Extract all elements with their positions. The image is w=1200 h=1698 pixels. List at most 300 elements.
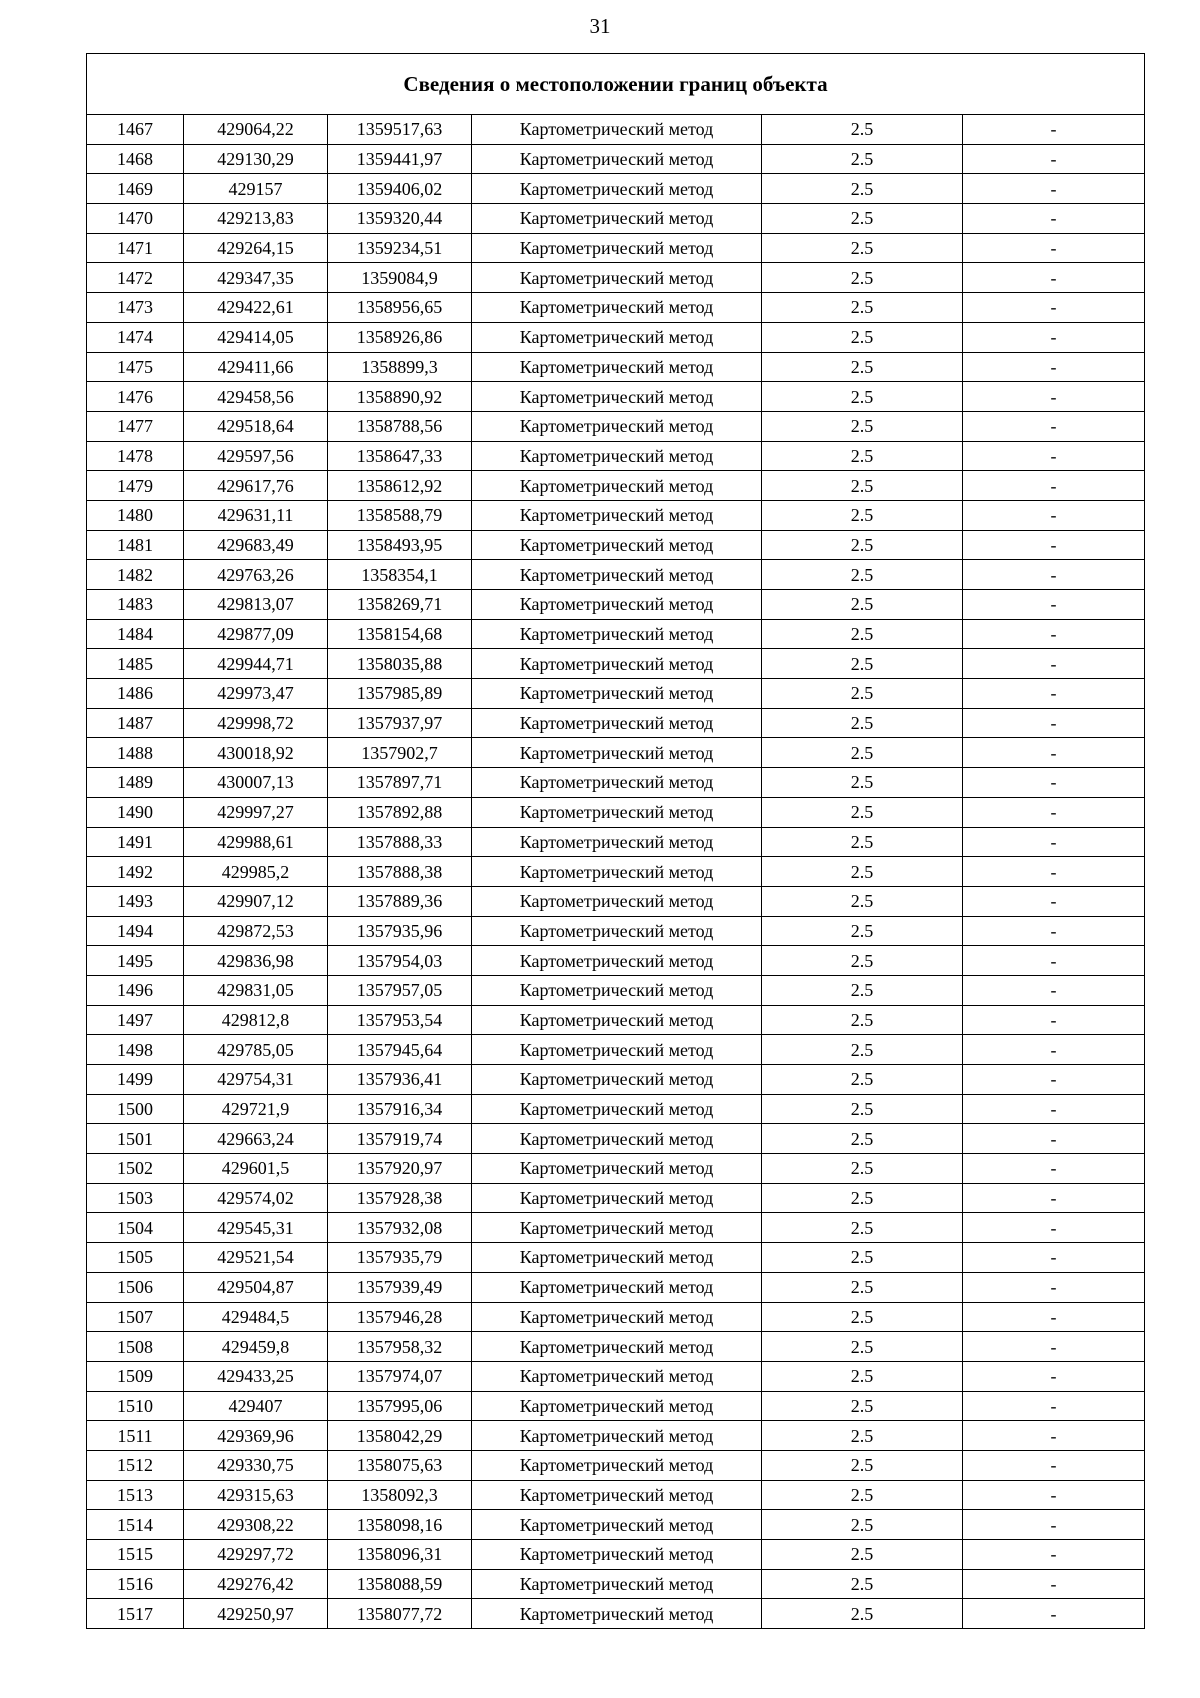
x-coordinate-cell: 429973,47 — [184, 679, 328, 709]
method-cell: Картометрический метод — [472, 411, 762, 441]
accuracy-cell: 2.5 — [762, 471, 963, 501]
point-number-cell: 1473 — [87, 293, 184, 323]
x-coordinate-cell: 429944,71 — [184, 649, 328, 679]
x-coordinate-cell: 429276,42 — [184, 1569, 328, 1599]
accuracy-cell: 2.5 — [762, 560, 963, 590]
description-cell: - — [963, 708, 1145, 738]
description-cell: - — [963, 679, 1145, 709]
method-cell: Картометрический метод — [472, 1391, 762, 1421]
description-cell: - — [963, 797, 1145, 827]
description-cell: - — [963, 293, 1145, 323]
accuracy-cell: 2.5 — [762, 738, 963, 768]
accuracy-cell: 2.5 — [762, 1213, 963, 1243]
point-number-cell: 1487 — [87, 708, 184, 738]
y-coordinate-cell: 1358077,72 — [328, 1599, 472, 1629]
accuracy-cell: 2.5 — [762, 1540, 963, 1570]
x-coordinate-cell: 429330,75 — [184, 1450, 328, 1480]
table-row — [87, 738, 1145, 768]
table-row — [87, 619, 1145, 649]
y-coordinate-cell: 1357936,41 — [328, 1065, 472, 1095]
point-number-cell: 1515 — [87, 1540, 184, 1570]
point-number-cell: 1471 — [87, 233, 184, 263]
method-cell: Картометрический метод — [472, 1065, 762, 1095]
x-coordinate-cell: 429411,66 — [184, 352, 328, 382]
accuracy-cell: 2.5 — [762, 827, 963, 857]
point-number-cell: 1510 — [87, 1391, 184, 1421]
point-number-cell: 1494 — [87, 916, 184, 946]
method-cell: Картометрический метод — [472, 352, 762, 382]
point-number-cell: 1474 — [87, 322, 184, 352]
description-cell: - — [963, 1213, 1145, 1243]
accuracy-cell: 2.5 — [762, 679, 963, 709]
point-number-cell: 1516 — [87, 1569, 184, 1599]
table-row — [87, 1599, 1145, 1629]
x-coordinate-cell: 429988,61 — [184, 827, 328, 857]
method-cell: Картометрический метод — [472, 530, 762, 560]
accuracy-cell: 2.5 — [762, 115, 963, 145]
y-coordinate-cell: 1357892,88 — [328, 797, 472, 827]
x-coordinate-cell: 429683,49 — [184, 530, 328, 560]
table-row — [87, 1332, 1145, 1362]
x-coordinate-cell: 429836,98 — [184, 946, 328, 976]
description-cell: - — [963, 1302, 1145, 1332]
method-cell: Картометрический метод — [472, 1005, 762, 1035]
accuracy-cell: 2.5 — [762, 322, 963, 352]
y-coordinate-cell: 1358926,86 — [328, 322, 472, 352]
method-cell: Картометрический метод — [472, 293, 762, 323]
description-cell: - — [963, 975, 1145, 1005]
accuracy-cell: 2.5 — [762, 441, 963, 471]
table-row — [87, 916, 1145, 946]
description-cell: - — [963, 115, 1145, 145]
method-cell: Картометрический метод — [472, 263, 762, 293]
accuracy-cell: 2.5 — [762, 1094, 963, 1124]
point-number-cell: 1497 — [87, 1005, 184, 1035]
accuracy-cell: 2.5 — [762, 500, 963, 530]
x-coordinate-cell: 429663,24 — [184, 1124, 328, 1154]
y-coordinate-cell: 1357889,36 — [328, 886, 472, 916]
y-coordinate-cell: 1357928,38 — [328, 1183, 472, 1213]
x-coordinate-cell: 429754,31 — [184, 1065, 328, 1095]
point-number-cell: 1511 — [87, 1421, 184, 1451]
method-cell: Картометрический метод — [472, 708, 762, 738]
description-cell: - — [963, 1243, 1145, 1273]
x-coordinate-cell: 429250,97 — [184, 1599, 328, 1629]
accuracy-cell: 2.5 — [762, 382, 963, 412]
description-cell: - — [963, 500, 1145, 530]
y-coordinate-cell: 1358098,16 — [328, 1510, 472, 1540]
description-cell: - — [963, 233, 1145, 263]
point-number-cell: 1490 — [87, 797, 184, 827]
method-cell: Картометрический метод — [472, 946, 762, 976]
description-cell: - — [963, 1124, 1145, 1154]
description-cell: - — [963, 857, 1145, 887]
x-coordinate-cell: 429785,05 — [184, 1035, 328, 1065]
accuracy-cell: 2.5 — [762, 1272, 963, 1302]
description-cell: - — [963, 1272, 1145, 1302]
point-number-cell: 1482 — [87, 560, 184, 590]
table-row — [87, 560, 1145, 590]
x-coordinate-cell: 430007,13 — [184, 768, 328, 798]
method-cell: Картометрический метод — [472, 1569, 762, 1599]
y-coordinate-cell: 1358612,92 — [328, 471, 472, 501]
table-row — [87, 975, 1145, 1005]
point-number-cell: 1468 — [87, 144, 184, 174]
y-coordinate-cell: 1358956,65 — [328, 293, 472, 323]
x-coordinate-cell: 429315,63 — [184, 1480, 328, 1510]
table-title: Сведения о местоположении границ объекта — [87, 54, 1145, 115]
y-coordinate-cell: 1357957,05 — [328, 975, 472, 1005]
method-cell: Картометрический метод — [472, 1272, 762, 1302]
accuracy-cell: 2.5 — [762, 1183, 963, 1213]
accuracy-cell: 2.5 — [762, 619, 963, 649]
table-row — [87, 1302, 1145, 1332]
y-coordinate-cell: 1358647,33 — [328, 441, 472, 471]
y-coordinate-cell: 1359234,51 — [328, 233, 472, 263]
boundary-coordinates-table — [86, 53, 1145, 1629]
description-cell: - — [963, 886, 1145, 916]
point-number-cell: 1496 — [87, 975, 184, 1005]
accuracy-cell: 2.5 — [762, 1035, 963, 1065]
point-number-cell: 1513 — [87, 1480, 184, 1510]
table-row — [87, 1035, 1145, 1065]
table-row — [87, 1450, 1145, 1480]
accuracy-cell: 2.5 — [762, 1005, 963, 1035]
method-cell: Картометрический метод — [472, 1183, 762, 1213]
y-coordinate-cell: 1358269,71 — [328, 590, 472, 620]
x-coordinate-cell: 429518,64 — [184, 411, 328, 441]
description-cell: - — [963, 1332, 1145, 1362]
y-coordinate-cell: 1358154,68 — [328, 619, 472, 649]
point-number-cell: 1507 — [87, 1302, 184, 1332]
description-cell: - — [963, 382, 1145, 412]
point-number-cell: 1491 — [87, 827, 184, 857]
description-cell: - — [963, 1094, 1145, 1124]
x-coordinate-cell: 429308,22 — [184, 1510, 328, 1540]
method-cell: Картометрический метод — [472, 441, 762, 471]
description-cell: - — [963, 441, 1145, 471]
method-cell: Картометрический метод — [472, 1480, 762, 1510]
accuracy-cell: 2.5 — [762, 768, 963, 798]
x-coordinate-cell: 429407 — [184, 1391, 328, 1421]
y-coordinate-cell: 1357953,54 — [328, 1005, 472, 1035]
point-number-cell: 1495 — [87, 946, 184, 976]
y-coordinate-cell: 1358899,3 — [328, 352, 472, 382]
table-row — [87, 471, 1145, 501]
method-cell: Картометрический метод — [472, 1540, 762, 1570]
description-cell: - — [963, 1421, 1145, 1451]
x-coordinate-cell: 429998,72 — [184, 708, 328, 738]
x-coordinate-cell: 429997,27 — [184, 797, 328, 827]
description-cell: - — [963, 352, 1145, 382]
method-cell: Картометрический метод — [472, 560, 762, 590]
description-cell: - — [963, 530, 1145, 560]
description-cell: - — [963, 1599, 1145, 1629]
description-cell: - — [963, 1065, 1145, 1095]
point-number-cell: 1478 — [87, 441, 184, 471]
table-row — [87, 500, 1145, 530]
y-coordinate-cell: 1357939,49 — [328, 1272, 472, 1302]
y-coordinate-cell: 1358088,59 — [328, 1569, 472, 1599]
x-coordinate-cell: 429574,02 — [184, 1183, 328, 1213]
x-coordinate-cell: 430018,92 — [184, 738, 328, 768]
description-cell: - — [963, 204, 1145, 234]
accuracy-cell: 2.5 — [762, 1421, 963, 1451]
table-row — [87, 946, 1145, 976]
table-row — [87, 1510, 1145, 1540]
accuracy-cell: 2.5 — [762, 411, 963, 441]
accuracy-cell: 2.5 — [762, 233, 963, 263]
y-coordinate-cell: 1358075,63 — [328, 1450, 472, 1480]
description-cell: - — [963, 1391, 1145, 1421]
description-cell: - — [963, 263, 1145, 293]
table-row — [87, 1005, 1145, 1035]
table-row — [87, 1480, 1145, 1510]
table-row — [87, 649, 1145, 679]
method-cell: Картометрический метод — [472, 1154, 762, 1184]
x-coordinate-cell: 429907,12 — [184, 886, 328, 916]
table-row — [87, 1213, 1145, 1243]
table-row — [87, 204, 1145, 234]
method-cell: Картометрический метод — [472, 204, 762, 234]
point-number-cell: 1502 — [87, 1154, 184, 1184]
method-cell: Картометрический метод — [472, 886, 762, 916]
description-cell: - — [963, 1361, 1145, 1391]
x-coordinate-cell: 429872,53 — [184, 916, 328, 946]
point-number-cell: 1484 — [87, 619, 184, 649]
accuracy-cell: 2.5 — [762, 1391, 963, 1421]
accuracy-cell: 2.5 — [762, 1302, 963, 1332]
description-cell: - — [963, 174, 1145, 204]
point-number-cell: 1509 — [87, 1361, 184, 1391]
description-cell: - — [963, 1183, 1145, 1213]
point-number-cell: 1488 — [87, 738, 184, 768]
y-coordinate-cell: 1357985,89 — [328, 679, 472, 709]
description-cell: - — [963, 738, 1145, 768]
accuracy-cell: 2.5 — [762, 946, 963, 976]
table-row — [87, 530, 1145, 560]
y-coordinate-cell: 1357954,03 — [328, 946, 472, 976]
x-coordinate-cell: 429721,9 — [184, 1094, 328, 1124]
accuracy-cell: 2.5 — [762, 1124, 963, 1154]
accuracy-cell: 2.5 — [762, 649, 963, 679]
x-coordinate-cell: 429545,31 — [184, 1213, 328, 1243]
x-coordinate-cell: 429521,54 — [184, 1243, 328, 1273]
accuracy-cell: 2.5 — [762, 916, 963, 946]
method-cell: Картометрический метод — [472, 144, 762, 174]
method-cell: Картометрический метод — [472, 1450, 762, 1480]
description-cell: - — [963, 1450, 1145, 1480]
accuracy-cell: 2.5 — [762, 1065, 963, 1095]
point-number-cell: 1506 — [87, 1272, 184, 1302]
description-cell: - — [963, 619, 1145, 649]
point-number-cell: 1517 — [87, 1599, 184, 1629]
accuracy-cell: 2.5 — [762, 886, 963, 916]
point-number-cell: 1498 — [87, 1035, 184, 1065]
accuracy-cell: 2.5 — [762, 293, 963, 323]
y-coordinate-cell: 1357920,97 — [328, 1154, 472, 1184]
table-row — [87, 708, 1145, 738]
x-coordinate-cell: 429812,8 — [184, 1005, 328, 1035]
accuracy-cell: 2.5 — [762, 1450, 963, 1480]
accuracy-cell: 2.5 — [762, 352, 963, 382]
point-number-cell: 1486 — [87, 679, 184, 709]
y-coordinate-cell: 1357935,96 — [328, 916, 472, 946]
table-body — [87, 115, 1145, 1629]
table-row — [87, 797, 1145, 827]
method-cell: Картометрический метод — [472, 1124, 762, 1154]
table-row — [87, 382, 1145, 412]
table-row — [87, 1391, 1145, 1421]
y-coordinate-cell: 1359406,02 — [328, 174, 472, 204]
table-row — [87, 1094, 1145, 1124]
table-row — [87, 590, 1145, 620]
description-cell: - — [963, 411, 1145, 441]
y-coordinate-cell: 1357945,64 — [328, 1035, 472, 1065]
point-number-cell: 1505 — [87, 1243, 184, 1273]
x-coordinate-cell: 429369,96 — [184, 1421, 328, 1451]
page-number: 31 — [589, 14, 611, 38]
point-number-cell: 1472 — [87, 263, 184, 293]
accuracy-cell: 2.5 — [762, 530, 963, 560]
method-cell: Картометрический метод — [472, 322, 762, 352]
method-cell: Картометрический метод — [472, 679, 762, 709]
y-coordinate-cell: 1357995,06 — [328, 1391, 472, 1421]
y-coordinate-cell: 1358354,1 — [328, 560, 472, 590]
point-number-cell: 1477 — [87, 411, 184, 441]
y-coordinate-cell: 1358493,95 — [328, 530, 472, 560]
description-cell: - — [963, 590, 1145, 620]
table-row — [87, 1361, 1145, 1391]
point-number-cell: 1512 — [87, 1450, 184, 1480]
table-row — [87, 857, 1145, 887]
accuracy-cell: 2.5 — [762, 1243, 963, 1273]
accuracy-cell: 2.5 — [762, 1510, 963, 1540]
y-coordinate-cell: 1357946,28 — [328, 1302, 472, 1332]
method-cell: Картометрический метод — [472, 1421, 762, 1451]
method-cell: Картометрический метод — [472, 500, 762, 530]
x-coordinate-cell: 429597,56 — [184, 441, 328, 471]
accuracy-cell: 2.5 — [762, 1599, 963, 1629]
table-row — [87, 441, 1145, 471]
accuracy-cell: 2.5 — [762, 1480, 963, 1510]
y-coordinate-cell: 1357919,74 — [328, 1124, 472, 1154]
method-cell: Картометрический метод — [472, 1332, 762, 1362]
accuracy-cell: 2.5 — [762, 1332, 963, 1362]
x-coordinate-cell: 429504,87 — [184, 1272, 328, 1302]
table-row — [87, 1421, 1145, 1451]
method-cell: Картометрический метод — [472, 1213, 762, 1243]
description-cell: - — [963, 768, 1145, 798]
x-coordinate-cell: 429264,15 — [184, 233, 328, 263]
x-coordinate-cell: 429617,76 — [184, 471, 328, 501]
method-cell: Картометрический метод — [472, 916, 762, 946]
point-number-cell: 1469 — [87, 174, 184, 204]
point-number-cell: 1492 — [87, 857, 184, 887]
method-cell: Картометрический метод — [472, 1243, 762, 1273]
x-coordinate-cell: 429458,56 — [184, 382, 328, 412]
accuracy-cell: 2.5 — [762, 263, 963, 293]
accuracy-cell: 2.5 — [762, 797, 963, 827]
method-cell: Картометрический метод — [472, 233, 762, 263]
accuracy-cell: 2.5 — [762, 1154, 963, 1184]
table-row — [87, 411, 1145, 441]
table-row — [87, 768, 1145, 798]
description-cell: - — [963, 322, 1145, 352]
point-number-cell: 1475 — [87, 352, 184, 382]
x-coordinate-cell: 429414,05 — [184, 322, 328, 352]
accuracy-cell: 2.5 — [762, 174, 963, 204]
point-number-cell: 1503 — [87, 1183, 184, 1213]
method-cell: Картометрический метод — [472, 174, 762, 204]
table-row — [87, 233, 1145, 263]
point-number-cell: 1485 — [87, 649, 184, 679]
x-coordinate-cell: 429433,25 — [184, 1361, 328, 1391]
point-number-cell: 1479 — [87, 471, 184, 501]
table-row — [87, 174, 1145, 204]
x-coordinate-cell: 429631,11 — [184, 500, 328, 530]
method-cell: Картометрический метод — [472, 115, 762, 145]
accuracy-cell: 2.5 — [762, 590, 963, 620]
table-title-row — [87, 54, 1145, 115]
method-cell: Картометрический метод — [472, 471, 762, 501]
method-cell: Картометрический метод — [472, 649, 762, 679]
table-row — [87, 1154, 1145, 1184]
description-cell: - — [963, 827, 1145, 857]
y-coordinate-cell: 1357888,38 — [328, 857, 472, 887]
accuracy-cell: 2.5 — [762, 857, 963, 887]
y-coordinate-cell: 1357937,97 — [328, 708, 472, 738]
y-coordinate-cell: 1357958,32 — [328, 1332, 472, 1362]
table-row — [87, 1065, 1145, 1095]
x-coordinate-cell: 429157 — [184, 174, 328, 204]
table-row — [87, 293, 1145, 323]
x-coordinate-cell: 429985,2 — [184, 857, 328, 887]
method-cell: Картометрический метод — [472, 975, 762, 1005]
x-coordinate-cell: 429422,61 — [184, 293, 328, 323]
point-number-cell: 1470 — [87, 204, 184, 234]
description-cell: - — [963, 560, 1145, 590]
y-coordinate-cell: 1358092,3 — [328, 1480, 472, 1510]
table-row — [87, 1243, 1145, 1273]
y-coordinate-cell: 1357932,08 — [328, 1213, 472, 1243]
point-number-cell: 1481 — [87, 530, 184, 560]
x-coordinate-cell: 429297,72 — [184, 1540, 328, 1570]
point-number-cell: 1508 — [87, 1332, 184, 1362]
y-coordinate-cell: 1358788,56 — [328, 411, 472, 441]
point-number-cell: 1467 — [87, 115, 184, 145]
method-cell: Картометрический метод — [472, 857, 762, 887]
description-cell: - — [963, 946, 1145, 976]
point-number-cell: 1499 — [87, 1065, 184, 1095]
table-row — [87, 1124, 1145, 1154]
table-row — [87, 1272, 1145, 1302]
method-cell: Картометрический метод — [472, 797, 762, 827]
y-coordinate-cell: 1357888,33 — [328, 827, 472, 857]
x-coordinate-cell: 429601,5 — [184, 1154, 328, 1184]
method-cell: Картометрический метод — [472, 738, 762, 768]
method-cell: Картометрический метод — [472, 1035, 762, 1065]
method-cell: Картометрический метод — [472, 590, 762, 620]
table-row — [87, 827, 1145, 857]
y-coordinate-cell: 1357935,79 — [328, 1243, 472, 1273]
accuracy-cell: 2.5 — [762, 1569, 963, 1599]
table-row — [87, 115, 1145, 145]
method-cell: Картометрический метод — [472, 1094, 762, 1124]
y-coordinate-cell: 1358035,88 — [328, 649, 472, 679]
x-coordinate-cell: 429831,05 — [184, 975, 328, 1005]
y-coordinate-cell: 1358042,29 — [328, 1421, 472, 1451]
